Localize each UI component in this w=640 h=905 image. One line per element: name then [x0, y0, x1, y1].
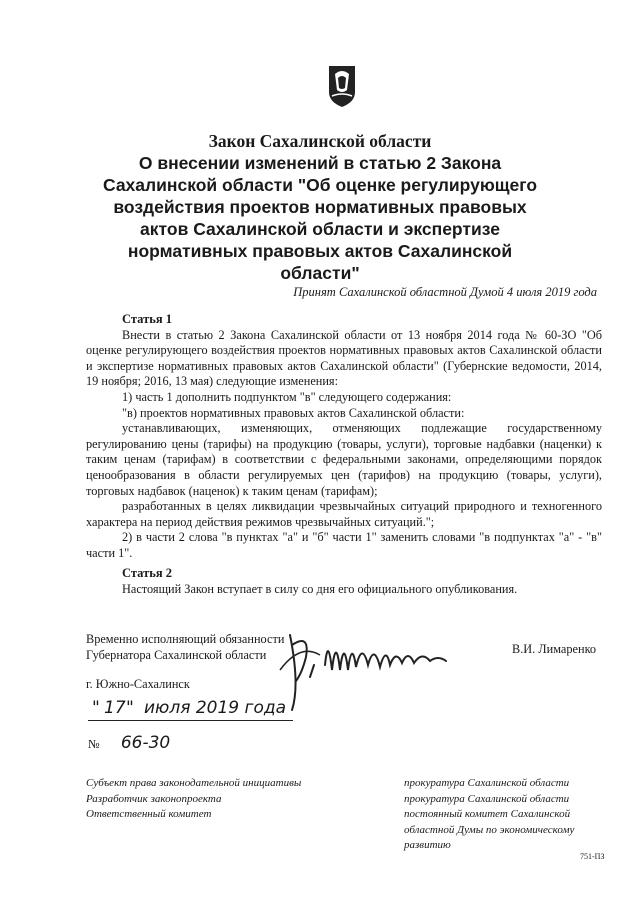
title-line: Закон Сахалинской области	[208, 131, 432, 151]
article-1-paragraph: 2) в части 2 слова "в пунктах "а" и "б" части 1" заменить словами "в подпунктах "а" - "в" части 1".	[86, 530, 602, 560]
number-label: №	[88, 737, 100, 751]
adoption-note: Принят Сахалинской областной Думой 4 июля 2019 года	[293, 285, 597, 299]
footer-left-line: Ответственный комитет	[86, 808, 212, 820]
title-line: воздействия проектов нормативных правовых	[113, 197, 527, 217]
article-2	[86, 566, 602, 597]
position-line: Временно исполняющий обязанности	[86, 632, 285, 646]
coat-of-arms-icon	[327, 64, 357, 108]
title-line: О внесении изменений в статью 2 Закона	[138, 153, 502, 173]
article-1-paragraph: 1) часть 1 дополнить подпунктом "в" следующего содержания:	[122, 389, 452, 404]
law-number	[88, 733, 170, 753]
date-field: " 17 " июля 2019 года	[88, 700, 293, 721]
article-2-paragraph: Настоящий Закон вступает в силу со дня его официального опубликования.	[122, 581, 518, 596]
city: г. Южно-Сахалинск	[86, 677, 190, 691]
footer-left-line: Субъект права законодательной инициативы	[86, 777, 302, 789]
footer-right-line: постоянный комитет Сахалинской областной Думы по экономическому развитию	[404, 808, 575, 851]
article-1-paragraph: Внести в статью 2 Закона Сахалинской области от 13 ноября 2014 года № 60-ЗО "Об оценке регулирующего воздействия проектов нормативных правовых актов Сахалинской области и экспертизе нормативных правовых актов Сахалинской области" (Губернские ведомости, 2014, 19 ноября; 2016, 13 мая) следующие изменения:	[86, 327, 602, 389]
title-line: актов Сахалинской области и экспертизе	[140, 219, 500, 239]
footer-left	[86, 776, 301, 823]
footer-right	[404, 776, 604, 854]
date-month-year: июля 2019 года	[144, 698, 287, 718]
article-1	[86, 312, 602, 562]
signatory-name: В.И. Лимаренко	[512, 642, 597, 656]
footer-right-line: прокуратура Сахалинской области	[404, 777, 570, 789]
number-value: 66-30	[120, 733, 171, 753]
footer-right-line: прокуратура Сахалинской области	[404, 792, 570, 805]
article-1-heading: Статья 1	[122, 312, 172, 326]
date-day: 17	[104, 698, 126, 718]
handwritten-signature	[270, 615, 500, 725]
title-line: нормативных правовых актов Сахалинской	[127, 241, 513, 261]
article-2-heading: Статья 2	[122, 566, 172, 580]
article-1-paragraph: "в) проектов нормативных правовых актов Сахалинской области:	[122, 405, 465, 420]
footer-left-line: Разработчик законопроекта	[86, 792, 222, 805]
article-1-paragraph: устанавливающих, изменяющих, отменяющих подлежащие государственному регулированию цены (тарифы) на продукцию (товары, услуги), торговые надбавки (наценки) к таким ценам (тарифам) в соответствии с федеральными законами, определяющими порядок ценообразования в области регулируемых цен (тарифов) на продукцию (товары, услуги), торговых надбавок (наценок) к таким ценам (тарифам);	[86, 421, 602, 498]
document-title	[60, 130, 580, 284]
document-code: 751-ПЗ	[580, 852, 605, 861]
title-line: области"	[280, 263, 360, 283]
title-line: Сахалинской области "Об оценке регулирующего	[102, 175, 538, 195]
position-line: Губернатора Сахалинской области	[86, 647, 267, 662]
article-1-paragraph: разработанных в целях ликвидации чрезвычайных ситуаций природного и техногенного характера на период действия режимов чрезвычайных ситуаций.";	[86, 499, 602, 529]
signatory-position	[86, 632, 284, 663]
